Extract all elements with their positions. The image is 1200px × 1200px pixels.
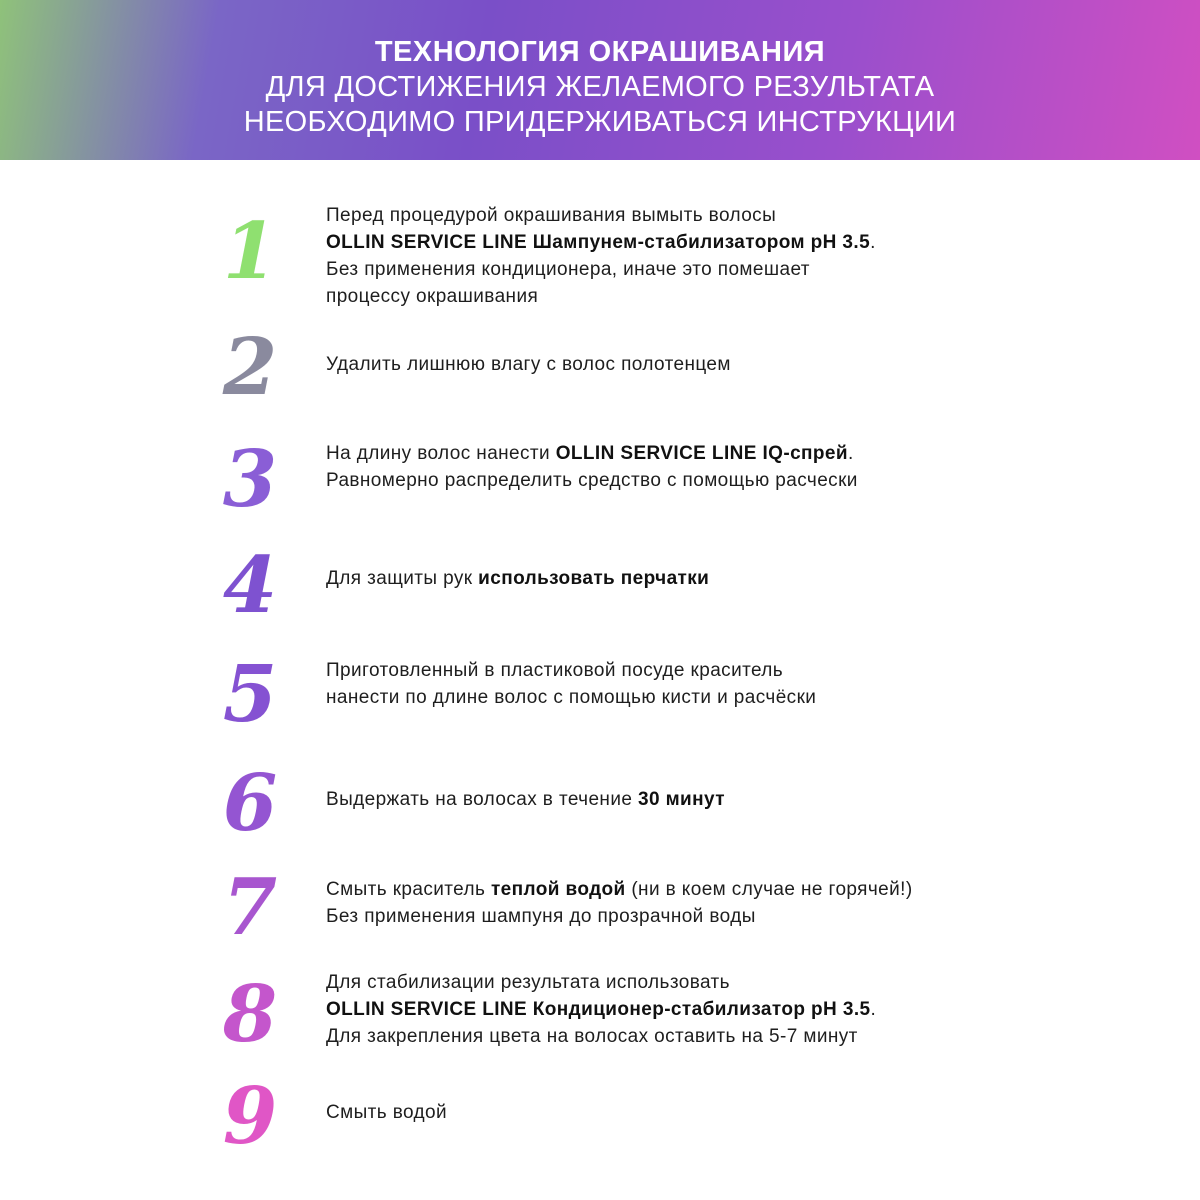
text-span: Смыть краситель: [326, 879, 491, 900]
step-text-line: Удалить лишнюю влагу с волос полотенцем: [326, 354, 731, 375]
step-text-line: Без применения кондиционера, иначе это помешает: [326, 259, 810, 280]
emphasis: теплой водой: [490, 879, 626, 900]
step-text-line: [326, 996, 1026, 1023]
step-text-line: Без применения шампуня до прозрачной воды: [326, 906, 756, 927]
step-text-line: Равномерно распределить средство с помощью расчески: [326, 470, 858, 491]
step-number: 6: [222, 758, 278, 849]
step-text-line: [326, 565, 1026, 592]
step-number: 3: [222, 434, 278, 525]
emphasis: 30 минут: [637, 789, 725, 810]
text-span: На длину волос нанести: [326, 443, 556, 464]
step-text-line: [326, 229, 1026, 256]
step-number: 2: [222, 322, 278, 413]
step-text-line: Смыть водой: [326, 1102, 448, 1123]
step-number: 1: [222, 206, 278, 297]
product-name: OLLIN SERVICE LINE Шампунем-стабилизатором pH 3.5: [326, 232, 871, 253]
punctuation: .: [847, 443, 854, 464]
step-text: [326, 786, 1026, 813]
step-text-line: [326, 876, 1026, 903]
step-text: [326, 440, 1026, 494]
step-text: [326, 351, 1026, 378]
text-span: (ни в коем случае не горячей!): [625, 879, 913, 900]
step-number: 4: [222, 540, 278, 631]
step-text-line: Для стабилизации результата использовать: [326, 972, 730, 993]
step-text: [326, 1099, 1026, 1126]
step-number: 7: [222, 862, 278, 953]
step-text: [326, 565, 1026, 592]
step-text-line: нанести по длине волос с помощью кисти и расчёски: [326, 687, 817, 708]
punctuation: .: [870, 999, 877, 1020]
step-number: 8: [222, 969, 278, 1060]
emphasis: использовать перчатки: [478, 568, 710, 589]
product-name: OLLIN SERVICE LINE Кондиционер-стабилизатор pH 3.5: [326, 999, 871, 1020]
step-text-line: Приготовленный в пластиковой посуде краситель: [326, 660, 784, 681]
step-text-line: Для закрепления цвета на волосах оставить на 5-7 минут: [326, 1026, 858, 1047]
step-text-line: [326, 786, 1026, 813]
subtitle-line-2: НЕОБХОДИМО ПРИДЕРЖИВАТЬСЯ ИНСТРУКЦИИ: [243, 106, 957, 138]
subtitle-line-1: ДЛЯ ДОСТИЖЕНИЯ ЖЕЛАЕМОГО РЕЗУЛЬТАТА: [265, 71, 935, 103]
header-banner: [0, 0, 1200, 160]
step-text-line: Перед процедурой окрашивания вымыть волосы: [326, 205, 777, 226]
step-text-line: процессу окрашивания: [326, 286, 539, 307]
step-text: [326, 657, 1026, 711]
step-number: 9: [222, 1071, 278, 1162]
step-text-line: [326, 440, 1026, 467]
step-number: 5: [222, 649, 278, 740]
step-text: [326, 876, 1026, 930]
step-text: [326, 202, 1026, 310]
text-span: Для защиты рук: [326, 568, 479, 589]
punctuation: .: [870, 232, 876, 253]
step-text: [326, 969, 1026, 1050]
text-span: Выдержать на волосах в течение: [326, 789, 638, 810]
page-title: ТЕХНОЛОГИЯ ОКРАШИВАНИЯ: [374, 36, 826, 68]
product-name: OLLIN SERVICE LINE IQ-спрей: [555, 443, 848, 464]
